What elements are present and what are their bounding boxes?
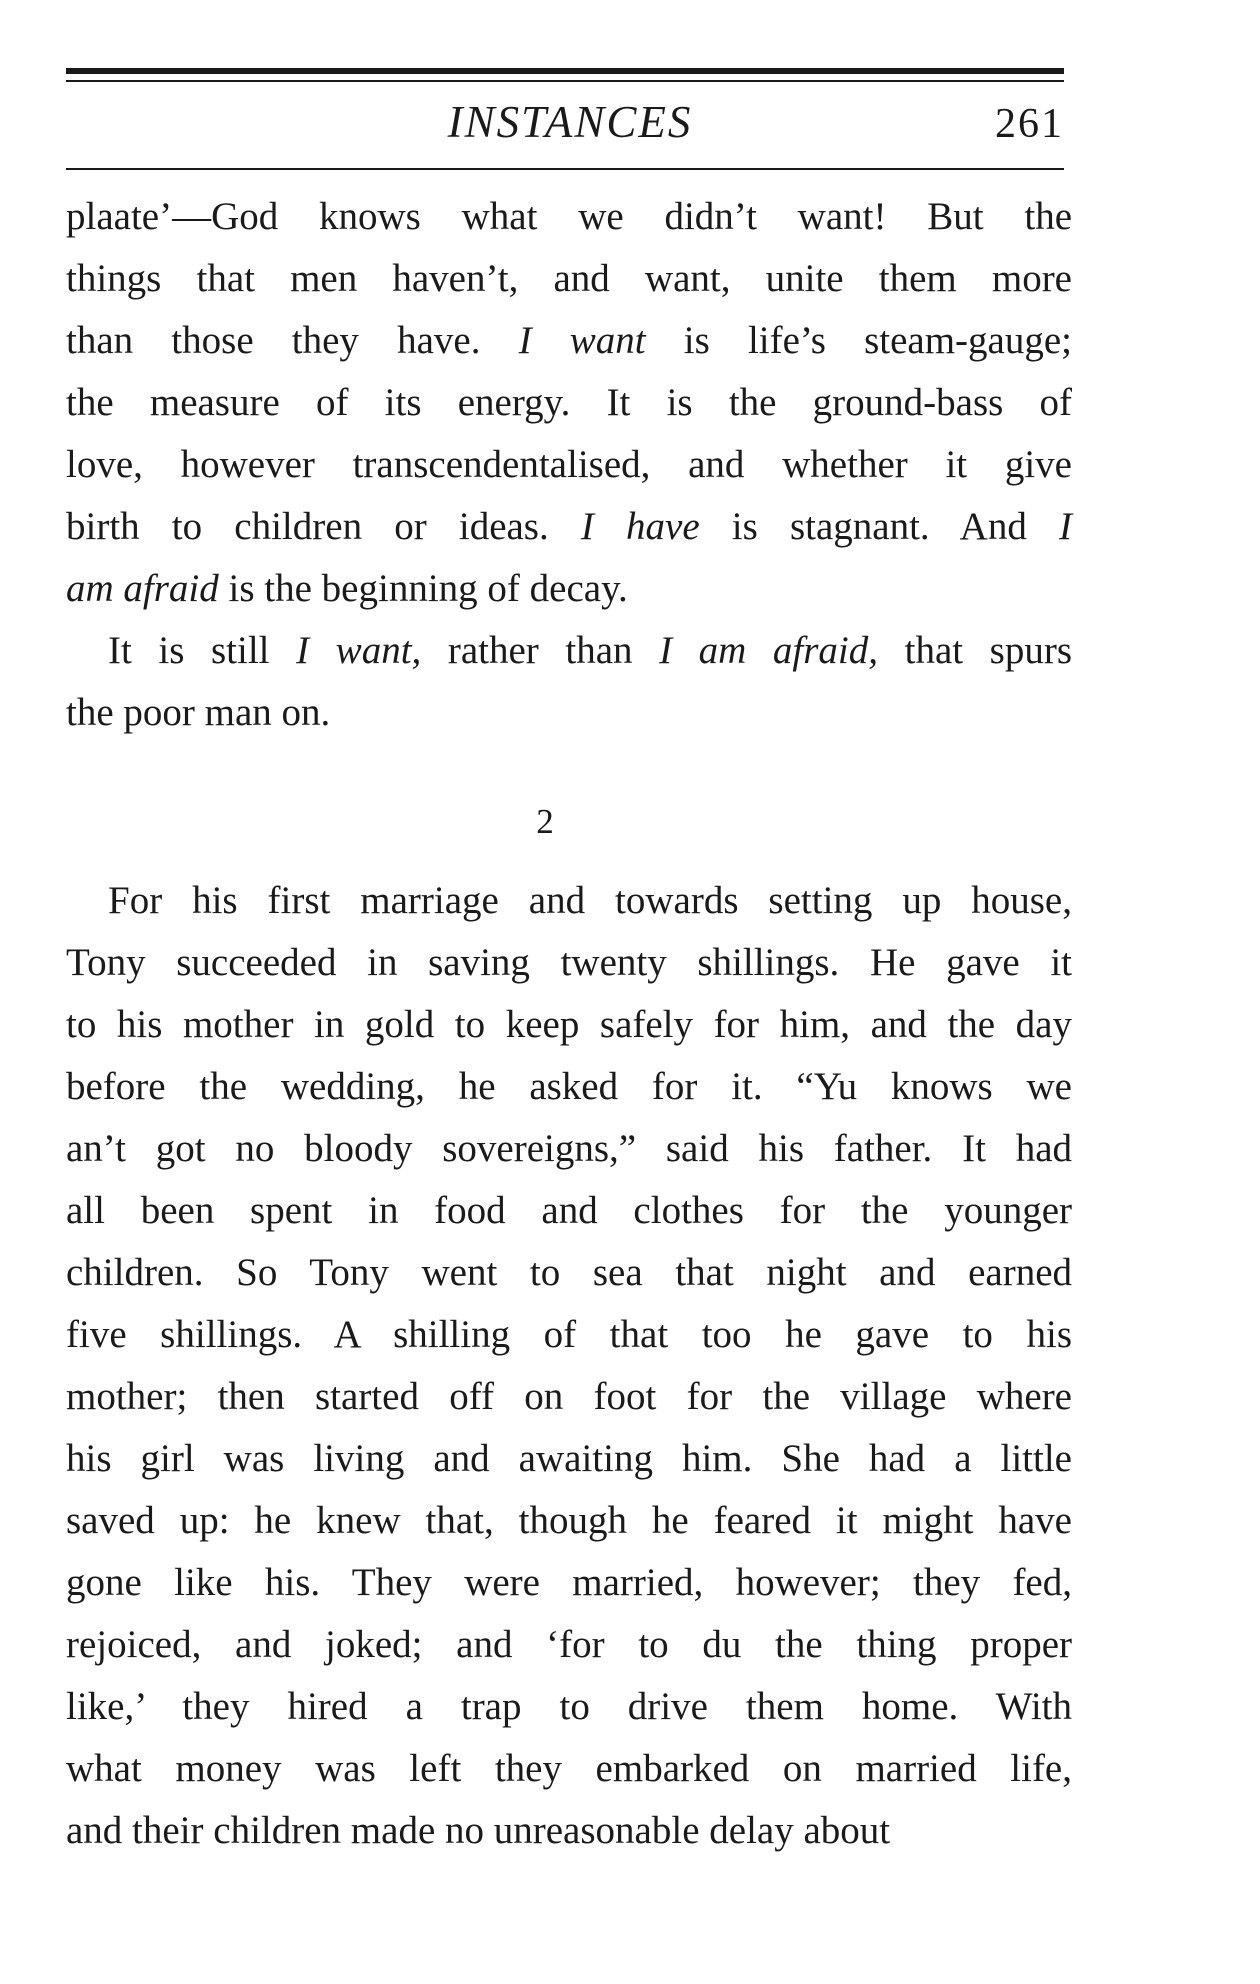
text-line xyxy=(66,1428,1072,1490)
text-line xyxy=(66,310,1072,372)
text-run: the measure of its energy. It is the ground-bass of xyxy=(66,381,1072,424)
paragraph-3 xyxy=(66,870,1072,1862)
text-line xyxy=(66,1490,1072,1552)
text-run: is stagnant. And xyxy=(699,505,1059,548)
text-line xyxy=(66,434,1072,496)
italic-run: I want xyxy=(518,319,646,362)
text-run: For his first marriage and towards setting up house, xyxy=(108,879,1072,922)
text-run: love, however transcendentalised, and whether it give xyxy=(66,443,1072,486)
text-line xyxy=(66,1614,1072,1676)
text-line xyxy=(66,994,1072,1056)
text-run: what money was left they embarked on married life, xyxy=(66,1747,1072,1790)
text-run: that spurs xyxy=(878,629,1073,672)
top-rule-thick xyxy=(66,68,1064,74)
text-line xyxy=(66,682,1072,744)
text-line xyxy=(66,496,1072,558)
text-line xyxy=(66,870,1072,932)
text-line xyxy=(66,1552,1072,1614)
paragraph-1 xyxy=(66,186,1072,620)
text-line xyxy=(66,1676,1072,1738)
text-line xyxy=(66,932,1072,994)
text-run: gone like his. They were married, however; they fed, xyxy=(66,1561,1072,1604)
text-line xyxy=(66,1242,1072,1304)
text-run: and their children made no unreasonable delay about xyxy=(66,1809,891,1852)
text-run: plaate’—God knows what we didn’t want! But the xyxy=(66,195,1072,238)
paragraph-2 xyxy=(66,620,1072,744)
text-line xyxy=(66,1056,1072,1118)
text-run: to his mother in gold to keep safely for him, and the day xyxy=(66,1003,1072,1046)
text-run: rejoiced, and joked; and ‘for to du the thing proper xyxy=(66,1623,1072,1666)
text-run: birth to children or ideas. xyxy=(66,505,581,548)
italic-run: I want, xyxy=(296,629,422,672)
text-run: before the wedding, he asked for it. “Yu knows we xyxy=(66,1065,1072,1108)
text-run: all been spent in food and clothes for the younger xyxy=(66,1189,1072,1232)
section-number: 2 xyxy=(536,802,554,841)
text-line xyxy=(66,248,1072,310)
text-run: his girl was living and awaiting him. She had a little xyxy=(66,1437,1072,1480)
text-run: saved up: he knew that, though he feared it might have xyxy=(66,1499,1072,1542)
text-line xyxy=(66,1800,1072,1862)
italic-run: am afraid xyxy=(66,567,219,610)
italic-run: I am afraid, xyxy=(659,629,879,672)
text-line xyxy=(66,1180,1072,1242)
italic-run: I have xyxy=(580,505,700,548)
text-run: mother; then started off on foot for the village where xyxy=(66,1375,1072,1418)
text-line xyxy=(66,1366,1072,1428)
header-rule xyxy=(66,168,1064,170)
running-head: INSTANCES xyxy=(447,97,693,147)
text-run: rather than xyxy=(421,629,660,672)
text-run: is life’s steam-gauge; xyxy=(645,319,1073,362)
text-run: than those they have. xyxy=(66,319,519,362)
italic-run: I xyxy=(1059,505,1072,548)
top-rule-thin xyxy=(66,80,1064,82)
text-line xyxy=(66,1118,1072,1180)
text-run: is the beginning of decay. xyxy=(218,567,628,610)
text-run: children. So Tony went to sea that night and earned xyxy=(66,1251,1072,1294)
text-run: like,’ they hired a trap to drive them home. With xyxy=(66,1685,1072,1728)
page-number: 261 xyxy=(995,101,1064,147)
text-run: Tony succeeded in saving twenty shillings. He gave it xyxy=(66,941,1072,984)
text-run: the poor man on. xyxy=(66,691,331,734)
text-line xyxy=(66,186,1072,248)
text-line xyxy=(66,1738,1072,1800)
text-line xyxy=(66,1304,1072,1366)
text-run: It is still xyxy=(108,629,297,672)
text-run: five shillings. A shilling of that too he gave to his xyxy=(66,1313,1072,1356)
text-run: things that men haven’t, and want, unite them more xyxy=(66,257,1072,300)
text-run: an’t got no bloody sovereigns,” said his father. It had xyxy=(66,1127,1072,1170)
text-line xyxy=(66,372,1072,434)
text-line xyxy=(66,620,1072,682)
text-line xyxy=(66,558,1072,620)
